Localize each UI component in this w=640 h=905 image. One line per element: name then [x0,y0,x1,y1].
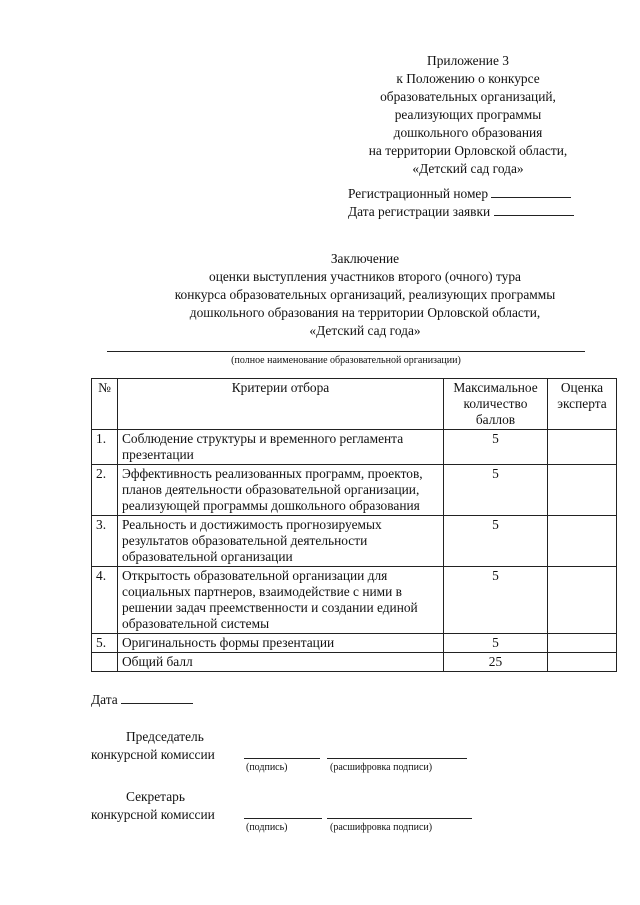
table-row [92,567,617,634]
table-row [92,465,617,516]
chair-decode-caption: (расшифровка подписи) [330,762,433,773]
secretary-decode-caption: (расшифровка подписи) [330,822,433,833]
header-expert: Оценка эксперта [548,379,617,430]
row-max: 5 [444,430,548,465]
secretary-block [91,788,215,824]
annex-header [350,52,586,178]
registration-date-row [348,203,574,221]
row-max: 5 [444,634,548,653]
secretary-signature-field[interactable] [244,818,322,819]
organization-name-field[interactable] [107,351,585,352]
row-expert[interactable] [548,516,617,567]
title-line: дошкольного образования на территории Орловской области, [189,305,541,320]
row-criteria: Оригинальность формы презентации [118,634,444,653]
row-max: 5 [444,567,548,634]
row-criteria: Соблюдение структуры и временного регламента презентации [118,430,444,465]
registration-number-row [348,185,574,203]
annex-line: образовательных организаций, [380,89,556,104]
row-num: 4. [92,567,118,634]
criteria-table [91,378,617,672]
row-max: 5 [444,516,548,567]
annex-line: к Положению о конкурсе [396,71,540,86]
table-header-row [92,379,617,430]
table-row [92,634,617,653]
chair-title-line1: Председатель [126,729,204,744]
secretary-title-line2: конкурсной комиссии [91,807,215,822]
row-num: 3. [92,516,118,567]
annex-line: Приложение 3 [427,53,509,68]
chair-signature-caption: (подпись) [246,762,288,773]
table-row [92,516,617,567]
row-max: 5 [444,465,548,516]
registration-number-field[interactable] [491,186,571,198]
secretary-signature-caption: (подпись) [246,822,288,833]
annex-line: «Детский сад года» [412,161,524,176]
title-line: Заключение [330,251,400,266]
row-num: 1. [92,430,118,465]
registration-date-label: Дата регистрации заявки [348,204,491,219]
registration-number-label: Регистрационный номер [348,186,489,201]
annex-line: реализующих программы [394,107,542,122]
header-max: Максимальное количество баллов [444,379,548,430]
row-num: 5. [92,634,118,653]
row-criteria: Реальность и достижимость прогнозируемых результатов образовательной деятельности образовательной организации [118,516,444,567]
total-label: Общий балл [118,653,444,672]
table-row [92,430,617,465]
organization-name-caption: (полное наименование образовательной организации) [231,355,461,366]
total-num [92,653,118,672]
registration-date-field[interactable] [494,204,574,216]
table-total-row [92,653,617,672]
date-field[interactable] [121,692,193,704]
secretary-title-line1: Секретарь [126,789,185,804]
chair-block [91,728,215,764]
annex-line: дошкольного образования [393,125,543,140]
row-expert[interactable] [548,465,617,516]
secretary-decode-field[interactable] [327,818,472,819]
date-label: Дата [91,692,118,707]
row-expert[interactable] [548,430,617,465]
chair-signature-field[interactable] [244,758,320,759]
chair-title-line2: конкурсной комиссии [91,747,215,762]
annex-line: на территории Орловской области, [368,143,568,158]
title-line: «Детский сад года» [309,323,421,338]
header-num: № [92,379,118,430]
title-line: конкурса образовательных организаций, реализующих программы [174,287,556,302]
chair-decode-field[interactable] [327,758,467,759]
row-expert[interactable] [548,634,617,653]
registration-block [348,185,574,221]
row-expert[interactable] [548,567,617,634]
row-criteria: Эффективность реализованных программ, проектов, планов деятельности образовательной организации, реализующей программы дошкольного образования [118,465,444,516]
document-title [90,250,640,340]
row-criteria: Открытость образовательной организации для социальных партнеров, взаимодействие с ними в решении задач преемственности и создании единой образовательной системы [118,567,444,634]
date-row [91,692,193,708]
header-criteria: Критерии отбора [118,379,444,430]
title-line: оценки выступления участников второго (очного) тура [209,269,521,284]
total-max: 25 [444,653,548,672]
total-expert[interactable] [548,653,617,672]
row-num: 2. [92,465,118,516]
